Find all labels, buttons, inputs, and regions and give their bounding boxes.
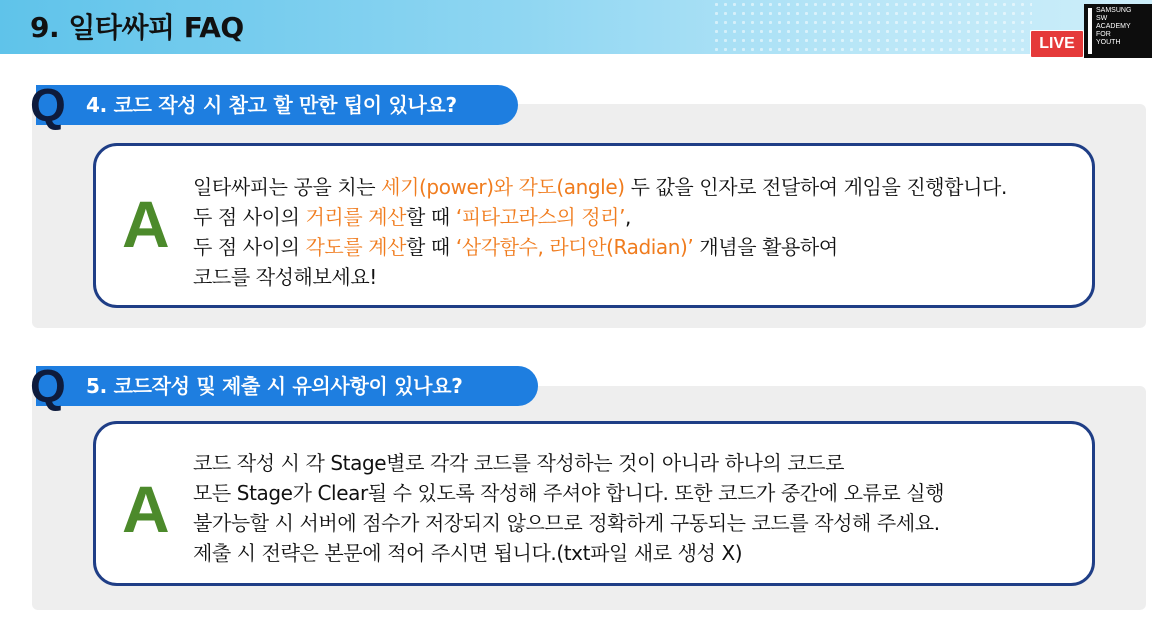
answer-line: 불가능할 시 서버에 점수가 저장되지 않으므로 정확하게 구동되는 코드를 작성해 주세요. (193, 511, 940, 535)
q-badge-4: Q (30, 79, 66, 131)
answer-box-4 (93, 143, 1095, 308)
question-tab-4: 4. 코드 작성 시 참고 할 만한 팁이 있나요? (36, 85, 518, 125)
live-badge: LIVE (1030, 30, 1084, 58)
question-tab-5: 5. 코드작성 및 제출 시 유의사항이 있나요? (36, 366, 538, 406)
answer-line: 코드를 작성해보세요! (193, 265, 377, 289)
answer-line: 두 점 사이의 각도를 계산할 때 ‘삼각함수, 라디안(Radian)’ 개념을 활용하여 (193, 235, 838, 259)
title-bar (0, 0, 1152, 54)
answer-line: 제출 시 전략은 본문에 적어 주시면 됩니다.(txt파일 새로 생성 X) (193, 541, 743, 565)
answer-line: 코드 작성 시 각 Stage별로 각각 코드를 작성하는 것이 아니라 하나의 코드로 (193, 451, 845, 475)
a-badge-5: A (122, 472, 170, 546)
answer-text-4 (193, 172, 1007, 292)
logo-bar (1088, 8, 1092, 54)
logo-text: SAMSUNG SW ACADEMY FOR YOUTH (1096, 7, 1132, 46)
answer-box-5 (93, 421, 1095, 586)
q-badge-5: Q (30, 360, 66, 412)
answer-line: 일타싸피는 공을 치는 세기(power)와 각도(angle) 두 값을 인자로 전달하여 게임을 진행합니다. (193, 175, 1007, 199)
answer-text-5 (193, 448, 944, 568)
answer-line: 모든 Stage가 Clear될 수 있도록 작성해 주셔야 합니다. 또한 코드가 중간에 오류로 실행 (193, 481, 945, 505)
samsung-academy-logo (1084, 4, 1152, 58)
page-title: 9. 일타싸피 FAQ (30, 11, 244, 44)
answer-line: 두 점 사이의 거리를 계산할 때 ‘피타고라스의 정리’, (193, 205, 632, 229)
decorative-dots (712, 0, 1032, 54)
a-badge-4: A (122, 187, 170, 261)
